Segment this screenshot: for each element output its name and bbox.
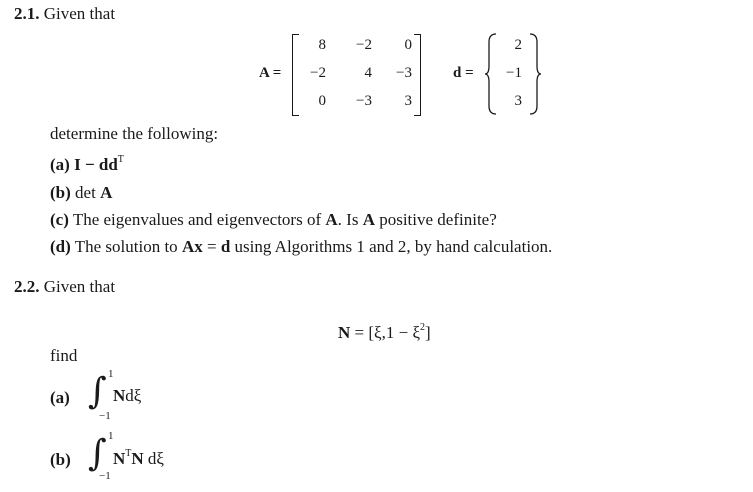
problem-2-1-header <box>14 4 115 24</box>
item-c <box>50 210 497 230</box>
transpose-superscript: T <box>117 154 124 165</box>
upper-limit: 1 <box>108 430 114 442</box>
item-b <box>50 183 112 203</box>
right-brace-icon <box>528 32 542 116</box>
matrix-cell: −3 <box>356 93 372 109</box>
matrix-cell: −2 <box>356 37 372 53</box>
shape-function-equation <box>338 322 431 343</box>
integrand <box>113 386 141 406</box>
lower-limit: −1 <box>99 470 111 482</box>
part-a-label: (a) <box>50 388 70 407</box>
item-bold: Ax <box>181 237 203 256</box>
item-label: (c) <box>50 210 69 229</box>
item-text: positive definite? <box>374 210 497 229</box>
item-a <box>50 154 124 175</box>
expression: I − dd <box>74 155 118 174</box>
item-text: The solution to <box>74 237 182 256</box>
item-text: = <box>202 237 221 256</box>
item-label: (b) <box>50 183 71 202</box>
item-bold: A <box>362 210 375 229</box>
equation-close: ] <box>425 323 431 342</box>
equation-lhs: N <box>338 323 351 342</box>
integral-sign-icon: ∫ <box>88 371 107 412</box>
lower-limit: −1 <box>99 410 111 422</box>
item-text: . Is <box>337 210 363 229</box>
item-label: (a) <box>50 155 70 174</box>
find-text: find <box>50 346 78 365</box>
item-text: The eigenvalues and eigenvectors of <box>72 210 326 229</box>
item-bold: A <box>100 183 113 202</box>
matrix-cell: 0 <box>404 37 412 53</box>
item-text: det <box>75 183 101 202</box>
equation-rhs: = [ξ,1 − ξ <box>354 323 421 342</box>
integrand-bold: N <box>131 449 144 468</box>
vector-cell: 2 <box>514 37 522 53</box>
matrix-a-label: A = <box>259 65 282 81</box>
matrix-cell: −3 <box>396 65 412 81</box>
matrix-cell: 3 <box>404 93 412 109</box>
problem-number: 2.2. <box>14 277 40 296</box>
item-bold: d <box>220 237 231 256</box>
item-d <box>50 237 552 257</box>
upper-limit: 1 <box>108 368 114 380</box>
integral-sign-icon: ∫ <box>88 433 107 474</box>
item-label: (d) <box>50 237 71 256</box>
left-bracket <box>292 34 299 116</box>
integrand <box>113 448 164 469</box>
problem-intro: Given that <box>43 277 116 296</box>
vector-d-label: d = <box>453 65 474 81</box>
transpose-superscript: T <box>125 448 132 459</box>
integrand-text: dξ <box>125 386 142 405</box>
item-text: using Algorithms 1 and 2, by hand calculation. <box>230 237 553 256</box>
matrix-cell: 4 <box>364 65 372 81</box>
right-bracket <box>414 34 421 116</box>
integrand-bold: N <box>113 386 126 405</box>
item-bold: A <box>325 210 338 229</box>
vector-cell: −1 <box>506 65 522 81</box>
matrix-cell: −2 <box>310 65 326 81</box>
integrand-bold: N <box>113 449 126 468</box>
matrix-cell: 0 <box>318 93 326 109</box>
exponent: 2 <box>420 322 426 333</box>
matrix-cell: 8 <box>318 37 326 53</box>
problem-2-2-header <box>14 277 115 297</box>
determine-text: determine the following: <box>50 124 219 143</box>
problem-number: 2.1. <box>14 4 40 23</box>
integrand-text: dξ <box>143 449 165 468</box>
vector-cell: 3 <box>514 93 522 109</box>
part-b-label: (b) <box>50 450 71 469</box>
problem-intro: Given that <box>43 4 116 23</box>
